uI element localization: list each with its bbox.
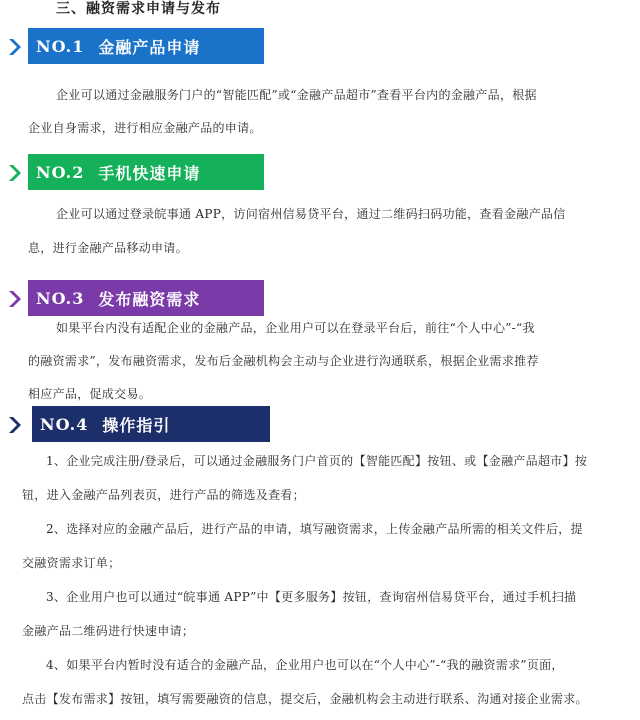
page-title: 三、融资需求申请与发布 <box>56 1 221 17</box>
section-3-banner <box>28 280 264 316</box>
section-2-banner <box>28 154 264 190</box>
section-1-line-2: 企业自身需求，进行相应金融产品的申请。 <box>28 121 262 135</box>
section-4-line-6: 金融产品二维码进行快速申请； <box>22 624 195 638</box>
section-4-line-2: 钮，进入金融产品列表页，进行产品的筛选及查看； <box>22 488 305 502</box>
section-4-line-5: 3、企业用户也可以通过“皖事通 APP”中【更多服务】按钮，查询宿州信易贷平台，通过手机扫描 <box>46 590 577 604</box>
section-1-title: 金融产品申请 <box>98 37 201 57</box>
section-1-line-1: 企业可以通过金融服务门户的“智能匹配”或“金融产品超市”查看平台内的金融产品，根据 <box>56 88 537 102</box>
section-1-number: NO.1 <box>36 36 85 56</box>
section-3-number: NO.3 <box>36 288 85 308</box>
section-3-line-2: 的融资需求”，发布融资需求，发布后金融机构会主动与企业进行沟通联系，根据企业需求推荐 <box>28 354 539 368</box>
chevron-right-icon <box>8 164 22 182</box>
section-3-line-1: 如果平台内没有适配企业的金融产品，企业用户可以在登录平台后，前往“个人中心”-“我 <box>56 321 535 335</box>
section-4-line-8: 点击【发布需求】按钮，填写需要融资的信息，提交后，金融机构会主动进行联系、沟通对接企业需求。 <box>22 692 588 706</box>
section-4-line-4: 交融资需求订单； <box>22 556 121 570</box>
chevron-right-icon <box>8 38 22 56</box>
section-3-title: 发布融资需求 <box>98 289 201 309</box>
chevron-right-icon <box>8 290 22 308</box>
section-1-banner <box>28 28 264 64</box>
section-3-line-3: 相应产品，促成交易。 <box>28 387 152 401</box>
chevron-right-icon <box>8 416 22 434</box>
section-2-line-2: 息，进行金融产品移动申请。 <box>28 241 188 255</box>
section-4-title: 操作指引 <box>102 415 171 435</box>
section-4-line-3: 2、选择对应的金融产品后，进行产品的申请，填写融资需求，上传金融产品所需的相关文件后，提 <box>46 522 583 536</box>
section-4-line-7: 4、如果平台内暂时没有适合的金融产品，企业用户也可以在“个人中心”-“我的融资需求”页面， <box>46 658 564 672</box>
section-2-title: 手机快速申请 <box>98 163 201 183</box>
section-4-line-1: 1、企业完成注册/登录后，可以通过金融服务门户首页的【智能匹配】按钮、或【金融产品超市】按 <box>46 454 588 468</box>
section-2-number: NO.2 <box>36 162 85 182</box>
section-4-number: NO.4 <box>40 414 89 434</box>
section-4-banner <box>32 406 270 442</box>
section-2-line-1: 企业可以通过登录皖事通 APP，访问宿州信易贷平台，通过二维码扫码功能，查看金融产品信 <box>56 207 566 221</box>
